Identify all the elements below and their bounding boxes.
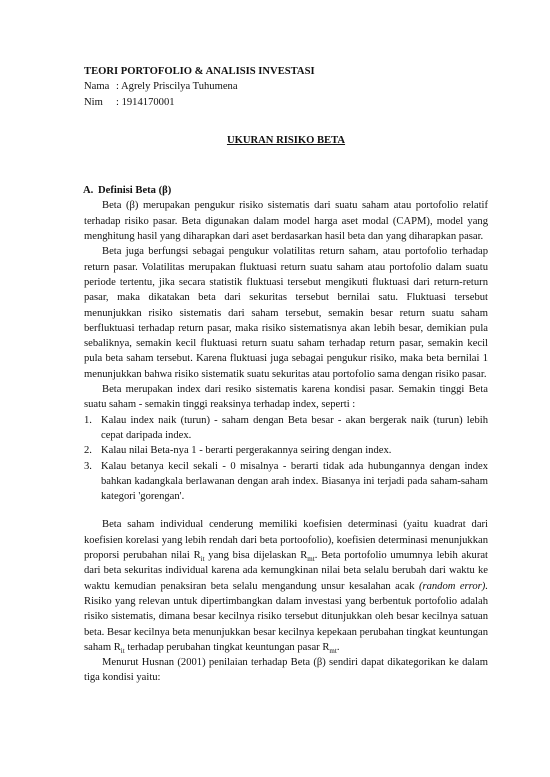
paragraph-4-text-c: . Beta portofolio umumnya lebih akurat dari beta sekuritas individual karena ada kemungkinan nilai beta selalu berubah dari waktu ke waktu kemudian penaksiran beta selalu mengandung unsur kesalahan acak [84,550,488,592]
list-item-text: Kalau index naik (turun) - saham dengan Beta besar - akan bergerak naik (turun) lebih cepat daripada index. [101,414,488,441]
section-heading [83,183,488,198]
spacer [84,504,488,517]
list-item [84,459,488,505]
subscript-mt: mt [307,555,315,564]
list-item-number: 1. [84,414,92,426]
paragraph-4-text-a: Beta saham individual cenderung memiliki koefisien determinasi (yaitu kuadrat dari koefisien korelasi yang lebih rendah dari beta portoofolio), koefisien determinasi menunjukkan proporsi perubahan nilai R [84,519,488,562]
name-value: : Agrely Priscilya Tuhumena [116,81,238,93]
paragraph-5: Menurut Husnan (2001) penilaian terhadap Beta (β) sendiri dapat dikategorikan ke dalam tiga kondisi yaitu: [84,657,488,684]
section-body [84,198,488,685]
paragraph-3: Beta merupakan index dari resiko sistematis karena kondisi pasar. Semakin tinggi Beta suatu saham - semakin tinggi reaksinya terhadap index, seperti : [84,384,488,411]
paragraph-4 [84,517,488,655]
list-item [84,413,488,444]
document-title: UKURAN RISIKO BETA [226,134,346,146]
student-name-row [84,79,488,94]
list-item-text: Kalau betanya kecil sekali - 0 misalnya - berarti tidak ada hubungannya dengan index bahkan kadangkala berlawanan dengan arah index. Biasanya ini terjadi pada saham-saham kategori 'gorengan'. [101,460,488,503]
section-title: Definisi Beta (β) [98,185,172,197]
paragraph-4-emphasis: (random error). [418,580,488,592]
beta-conditions-list [84,413,488,505]
subscript-mt: mt [329,646,337,655]
list-item [84,443,488,458]
paragraph-4-text-f: . [336,641,340,653]
nim-value: : 1914170001 [116,96,175,108]
course-title: TEORI PORTOFOLIO & ANALISIS INVESTASI [84,66,315,77]
subscript-it: it [200,555,205,564]
list-item-number: 2. [84,445,92,457]
paragraph-4-text-b: yang bisa dijelaskan R [204,550,308,562]
paragraph-4-text-d: Risiko yang relevan untuk dipertimbangkan dalam investasi yang berbentuk portofolio adalah risiko sistematis, dimana besar kecilnya risiko tersebut ditunjukkan oleh besar kecilnya satuan beta. Besar kecilnya beta menunjukkan besar kecilnya kepekaan perubahan tingkat keuntungan saham R [84,595,488,653]
nim-label: Nim [84,96,103,108]
list-item-text: Kalau nilai Beta-nya 1 - berarti pergerakannya seiring dengan index. [101,445,392,457]
paragraph-1: Beta (β) merupakan pengukur risiko sistematis dari suatu saham atau portofolio relatif terhadap risiko pasar. Beta digunakan dalam model harga aset modal (CAPM), model yang menghitung hasil yang diharapkan dari aset berdasarkan hasil beta dan yang diharapkan pasar. [84,200,488,243]
paragraph-4-text-e: terhadap perubahan tingkat keuntungan pasar R [124,641,330,653]
student-nim-row [84,95,488,110]
subscript-it: it [120,646,125,655]
section-number: A. [83,185,94,197]
list-item-number: 3. [84,460,92,472]
name-label: Nama [84,81,110,93]
paragraph-2: Beta juga berfungsi sebagai pengukur volatilitas return saham, atau portofolio terhadap return pasar. Volatilitas merupakan fluktuasi return suatu saham atau portofolio dalam suatu periode tertentu, jika secara statistik fluktuasi tersebut mengikuti fluktuasi dari return-return pasar, maka dikatakan beta dari sekuritas tersebut bernilai satu. Fluktuasi tersebut menunjukkan risiko sistematis dari saham tersebut, semakin besar return suatu saham berfluktuasi terhadap return pasar, maka risiko sistematisnya akan lebih besar, demikian pula sebaliknya, semakin kecil fluktuasi return suatu saham terhadap return pasar, semakin kecil pula beta saham tersebut. Karena fluktuasi juga sebagai pengukur risiko, maka beta bernilai 1 menunjukkan bahwa risiko sistematik suatu sekuritas atau portofolio sama dengan risiko pasar. [84,246,488,380]
